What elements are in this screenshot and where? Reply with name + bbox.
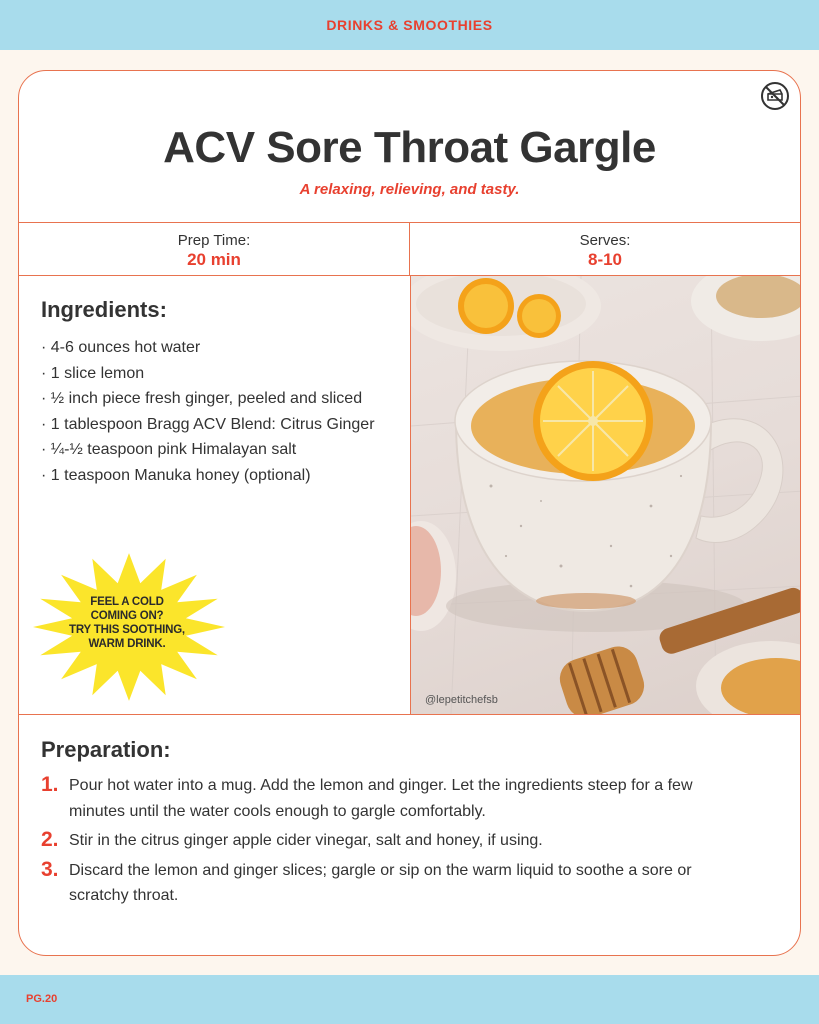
preparation-step: [41, 773, 778, 824]
prep-time-cell: [19, 223, 409, 275]
preparation-section: [19, 714, 800, 956]
step-number: 1.: [41, 773, 59, 796]
step-text: Pour hot water into a mug. Add the lemon and ginger. Let the ingredients steep for a few minutes until the water cools enough to gargle comfortably.: [69, 777, 693, 820]
recipe-subtitle: A relaxing, relieving, and tasty.: [299, 181, 520, 198]
ingredient-item: · 4-6 ounces hot water: [41, 335, 401, 361]
prep-time-value: 20 min: [187, 250, 241, 269]
ingredient-item: · ½ inch piece fresh ginger, peeled and sliced: [41, 386, 401, 412]
ingredient-item: · 1 tablespoon Bragg ACV Blend: Citrus Ginger: [41, 412, 401, 438]
ingredients-heading: Ingredients:: [41, 297, 167, 322]
callout-line: WARM DRINK.: [88, 638, 166, 650]
callout-text: [57, 595, 197, 651]
callout-line: FEEL A COLD: [90, 596, 164, 608]
prep-time-label: Prep Time:: [177, 232, 251, 249]
recipe-card: [18, 70, 801, 956]
preparation-step: [41, 858, 778, 909]
step-number: 3.: [41, 857, 59, 881]
photo-illustration: [411, 276, 801, 714]
photo-credit: @lepetitchefsb: [425, 694, 498, 706]
no-dairy-icon: [760, 81, 790, 111]
ingredients-section: [41, 297, 401, 488]
step-number: 2.: [41, 828, 59, 851]
page-number: PG.20: [26, 993, 58, 1005]
ingredient-item: · 1 slice lemon: [41, 361, 401, 387]
callout-line: COMING ON?: [90, 610, 164, 622]
top-band: [0, 0, 819, 50]
ingredient-item: · 1 teaspoon Manuka honey (optional): [41, 463, 401, 489]
step-text: Stir in the citrus ginger apple cider vinegar, salt and honey, if using.: [69, 832, 543, 849]
step-text: Discard the lemon and ginger slices; gargle or sip on the warm liquid to soothe a sore or scratchy throat.: [69, 861, 692, 904]
ingredients-list: [41, 335, 401, 488]
preparation-heading: Preparation:: [41, 737, 171, 762]
serves-value: 8-10: [587, 250, 623, 269]
meta-row: [19, 222, 800, 276]
ingredient-item: · ¼-½ teaspoon pink Himalayan salt: [41, 437, 401, 463]
callout-line: TRY THIS SOOTHING,: [69, 624, 185, 636]
serves-cell: [409, 223, 800, 275]
section-title: DRINKS & SMOOTHIES: [326, 17, 493, 33]
bottom-band: [0, 975, 819, 1024]
serves-label: Serves:: [579, 232, 631, 249]
recipe-photo: [410, 276, 801, 714]
preparation-step: [41, 828, 778, 854]
recipe-title: ACV Sore Throat Gargle: [163, 123, 656, 172]
